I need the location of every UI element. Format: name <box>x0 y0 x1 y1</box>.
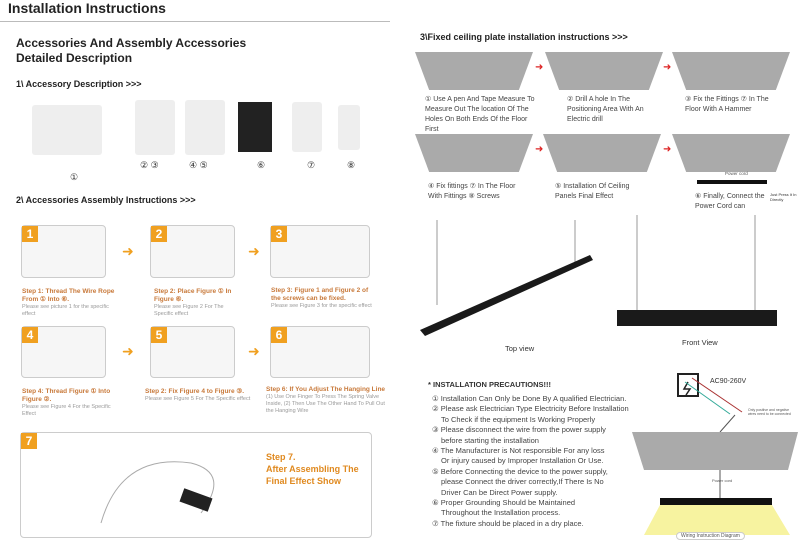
precautions-title: * INSTALLATION PRECAUTIONS!!! <box>428 380 552 389</box>
section-heading: Accessories And Assembly Accessories Detailed Description <box>16 36 247 65</box>
plate-step-text: ① Use A pen And Tape Measure To Measure Out The location Of The Holes On Both Ends Of the Floor First <box>425 96 535 133</box>
arrow-right-icon: ➜ <box>122 343 134 359</box>
step-4-image: 4 <box>21 326 106 378</box>
ceiling-plate-image <box>672 52 790 90</box>
voltage-label: AC90-260V <box>710 378 747 385</box>
ceiling-plate-image <box>415 52 533 90</box>
final-assembly-image <box>81 443 241 533</box>
accessory-number: ④ ⑤ <box>189 160 208 170</box>
step-1-text: Step 1: Thread The Wire Rope From ① Into ⑥. Please see picture 1 for the specific effect <box>22 288 115 317</box>
step-3-text: Step 3: Figure 1 and Figure 2 of the screws can be fixed. Please see Figure 3 for the specific effect <box>271 287 372 309</box>
arrow-right-icon: ➜ <box>535 144 544 155</box>
plate-step-text: ③ Fix the Fittings ⑦ In The Floor With A Hammer <box>685 96 769 113</box>
step-7-panel: 7 Step 7. After Assembling The Final Effect Show <box>20 432 372 538</box>
arrow-right-icon: ➜ <box>535 62 544 73</box>
step-7-text: Step 7. After Assembling The Final Effect Show <box>266 452 359 486</box>
ceiling-plate-image <box>672 134 790 172</box>
step-3-image: 3 <box>270 225 370 278</box>
power-cord-label: Power cord <box>712 478 733 483</box>
plate-step-text: ⑥ Finally, Connect the Power Cord can <box>695 193 765 210</box>
precautions-list: ① Installation Can Only be Done By A qualified Electrician. ② Please ask Electrician Type Electricity Before Installation To Check if the equipment Is Working Properly ③ Please disconnect the wire from the power supply before starting the installation ④ The Manufacturer is Not responsible For any loss Or injury caused by Improper Installation Or Use. ⑤ Before Connecting the device to the power supply, please Connect the driver correctly,If There Is No Driver Can be Direct Power supply. ⑥ Proper Grounding Should be Maintained Throughout the Installation process. ⑦ The fixture should be placed in a dry place. <box>432 394 629 528</box>
arrow-right-icon: ➜ <box>248 243 260 259</box>
accessory-number: ⑦ <box>307 160 316 170</box>
plate-step-text: ② Drill A hole In The Positioning Area With An Electric drill <box>567 96 644 123</box>
arrow-right-icon: ➜ <box>122 243 134 259</box>
front-view-label: Front View <box>682 338 718 347</box>
wire-rope-image <box>32 105 102 155</box>
step-2-image: 2 <box>150 225 235 278</box>
page-title: Installation Instructions <box>8 0 166 16</box>
anchor-image <box>292 102 322 152</box>
plate-step-text: ⑤ Installation Of Ceiling Panels Final Effect <box>555 183 630 200</box>
wire-note: Only positive and negative wires need to be connected <box>748 408 791 416</box>
ceiling-plate-heading: 3\Fixed ceiling plate installation instructions >>> <box>420 32 628 42</box>
accessory-number: ② ③ <box>140 160 159 170</box>
divider <box>0 21 390 22</box>
step-6-text: Step 6: If You Adjust The Hanging Line (1) Use One Finger To Press The Spring Valve Inside, (2) Then Use The Other Hand To Pull Out the Hanging Wire <box>266 386 386 414</box>
press-note: Just Press It In Directly <box>770 192 797 202</box>
step-6-image: 6 <box>270 326 370 378</box>
arrow-right-icon: ➜ <box>663 144 672 155</box>
ceiling-plate-image <box>545 52 663 90</box>
lamp-bar <box>697 180 767 184</box>
ceiling-plate-image <box>543 134 661 172</box>
accessory-number: ① <box>70 172 79 182</box>
cap-image <box>185 100 225 155</box>
bracket-image <box>238 102 272 152</box>
screw-image <box>338 105 360 150</box>
arrow-right-icon: ➜ <box>248 343 260 359</box>
accessory-number: ⑥ <box>257 160 266 170</box>
wiring-diagram <box>630 370 800 540</box>
step-4-text: Step 4: Thread Figure ① Into Figure ②. Please see Figure 4 For the Specific Effect <box>22 388 111 417</box>
step-1-image: 1 <box>21 225 106 278</box>
step-2-text: Step 2: Place Figure ① In Figure ⑥. Please see Figure 2 For The Specific effect <box>154 288 232 317</box>
accessory-description-heading: 1\ Accessory Description >>> <box>16 79 142 89</box>
accessory-number: ⑧ <box>347 160 356 170</box>
power-cord-label: Power cord <box>725 171 748 176</box>
ceiling-plate-image <box>415 134 533 172</box>
top-view-label: Top view <box>505 344 535 353</box>
lamp-views-image <box>415 210 795 345</box>
diagram-caption: Wiring Instruction Diagram <box>676 532 745 540</box>
step-5-text: Step 2: Fix Figure 4 to Figure ③. Please see Figure 5 For The Specific effect <box>145 388 251 402</box>
plate-step-text: ④ Fix fittings ⑦ In The Floor With Fittings ⑧ Screws <box>428 183 516 200</box>
assembly-heading: 2\ Accessories Assembly Instructions >>> <box>16 195 196 205</box>
step-5-image: 5 <box>150 326 235 378</box>
arrow-right-icon: ➜ <box>663 62 672 73</box>
wire-grip-image <box>135 100 175 155</box>
